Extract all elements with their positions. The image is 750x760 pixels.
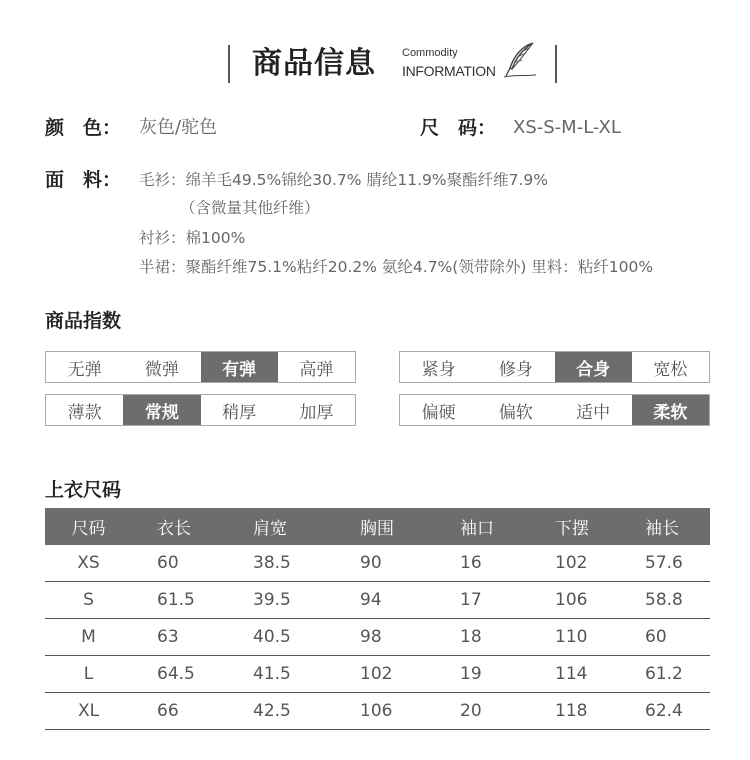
index-title: 商品指数 [45,310,122,332]
fabric-label: 面 料： [45,169,122,191]
table-cell: 61.5 [157,590,195,610]
fit-option: 紧身 [421,359,456,380]
table-cell: M [81,627,96,647]
header-divider-right [555,45,557,83]
table-cell: 60 [157,553,179,573]
table-cell: 90 [360,553,382,573]
table-cell: 58.8 [645,590,683,610]
table-cell: L [83,664,94,684]
table-cell: 64.5 [157,664,195,684]
table-cell: 18 [460,627,482,647]
table-header [45,508,710,545]
header-cell: 肩宽 [253,519,287,539]
softness-option: 偏硬 [421,402,456,423]
table-cell: 106 [360,701,393,721]
fit-option: 宽松 [653,359,688,380]
header-divider-left [228,45,230,83]
color-value: 灰色/驼色 [139,117,218,138]
page-title: 商品信息 [252,46,376,81]
size-label: 尺 码： [420,117,497,139]
color-label: 颜 色： [45,117,122,139]
fabric-line-note: （含微量其他纤维） [180,199,320,217]
table-cell: 106 [555,590,588,610]
table-cell: 57.6 [645,553,683,573]
table-cell: 42.5 [253,701,291,721]
thickness-option: 稍厚 [222,402,257,423]
header-cell: 胸围 [360,519,394,539]
elasticity-option: 有弹 [201,352,278,382]
thickness-scale [45,394,356,426]
table-row [45,693,710,730]
header-cell: 下摆 [555,519,589,539]
header-subtitle [402,48,496,78]
table-cell: 98 [360,627,382,647]
table-row [45,582,710,619]
header-cell: 衣长 [157,519,191,539]
fabric-line-skirt: 半裙：聚酯纤维75.1%粘纤20.2% 氨纶4.7%(领带除外) 里料：粘纤100% [139,258,654,276]
softness-option: 偏软 [498,402,533,423]
table-cell: 40.5 [253,627,291,647]
elasticity-option: 无弹 [67,359,102,380]
table-cell: XS [77,553,100,573]
table-cell: 102 [555,553,588,573]
table-cell: 61.2 [645,664,683,684]
table-cell: 60 [645,627,667,647]
table-cell: 19 [460,664,482,684]
table-cell: 66 [157,701,179,721]
table-cell: 94 [360,590,382,610]
table-cell: 20 [460,701,482,721]
thickness-option: 加厚 [299,402,334,423]
thickness-option: 常规 [123,395,200,425]
table-cell: XL [77,701,100,721]
table-cell: 41.5 [253,664,291,684]
thickness-option: 薄款 [67,402,102,423]
elasticity-option: 微弹 [144,359,179,380]
size-table [45,508,710,730]
size-value: XS-S-M-L-XL [513,117,621,138]
table-cell: 114 [555,664,588,684]
fit-scale [399,351,710,383]
elasticity-option: 高弹 [299,359,334,380]
table-cell: 62.4 [645,701,683,721]
table-cell: 17 [460,590,482,610]
header-cell: 袖口 [460,519,494,539]
table-row [45,545,710,582]
table-cell: 110 [555,627,588,647]
table-cell: 102 [360,664,393,684]
table-row [45,619,710,656]
fit-option: 合身 [555,352,632,382]
fit-option: 修身 [498,359,533,380]
table-cell: 118 [555,701,588,721]
table-row [45,656,710,693]
softness-scale [399,394,710,426]
fabric-line-shirt: 衬衫：棉100% [139,229,246,247]
header-cell: 尺码 [71,519,106,539]
softness-option: 柔软 [632,395,709,425]
elasticity-scale [45,351,356,383]
table-cell: 16 [460,553,482,573]
size-table-title: 上衣尺码 [45,479,122,501]
table-cell: 63 [157,627,179,647]
header-subtitle-line2: INFORMATION [402,63,496,79]
table-cell: 38.5 [253,553,291,573]
table-cell: 39.5 [253,590,291,610]
fabric-line-sweater: 毛衫：绵羊毛49.5%锦纶30.7% 腈纶11.9%聚酯纤维7.9% [139,171,549,189]
table-cell: S [83,590,94,610]
softness-option: 适中 [576,402,611,423]
header-subtitle-line1: Commodity [402,47,458,59]
feather-pen-icon [500,40,540,80]
header-cell: 袖长 [645,519,679,539]
